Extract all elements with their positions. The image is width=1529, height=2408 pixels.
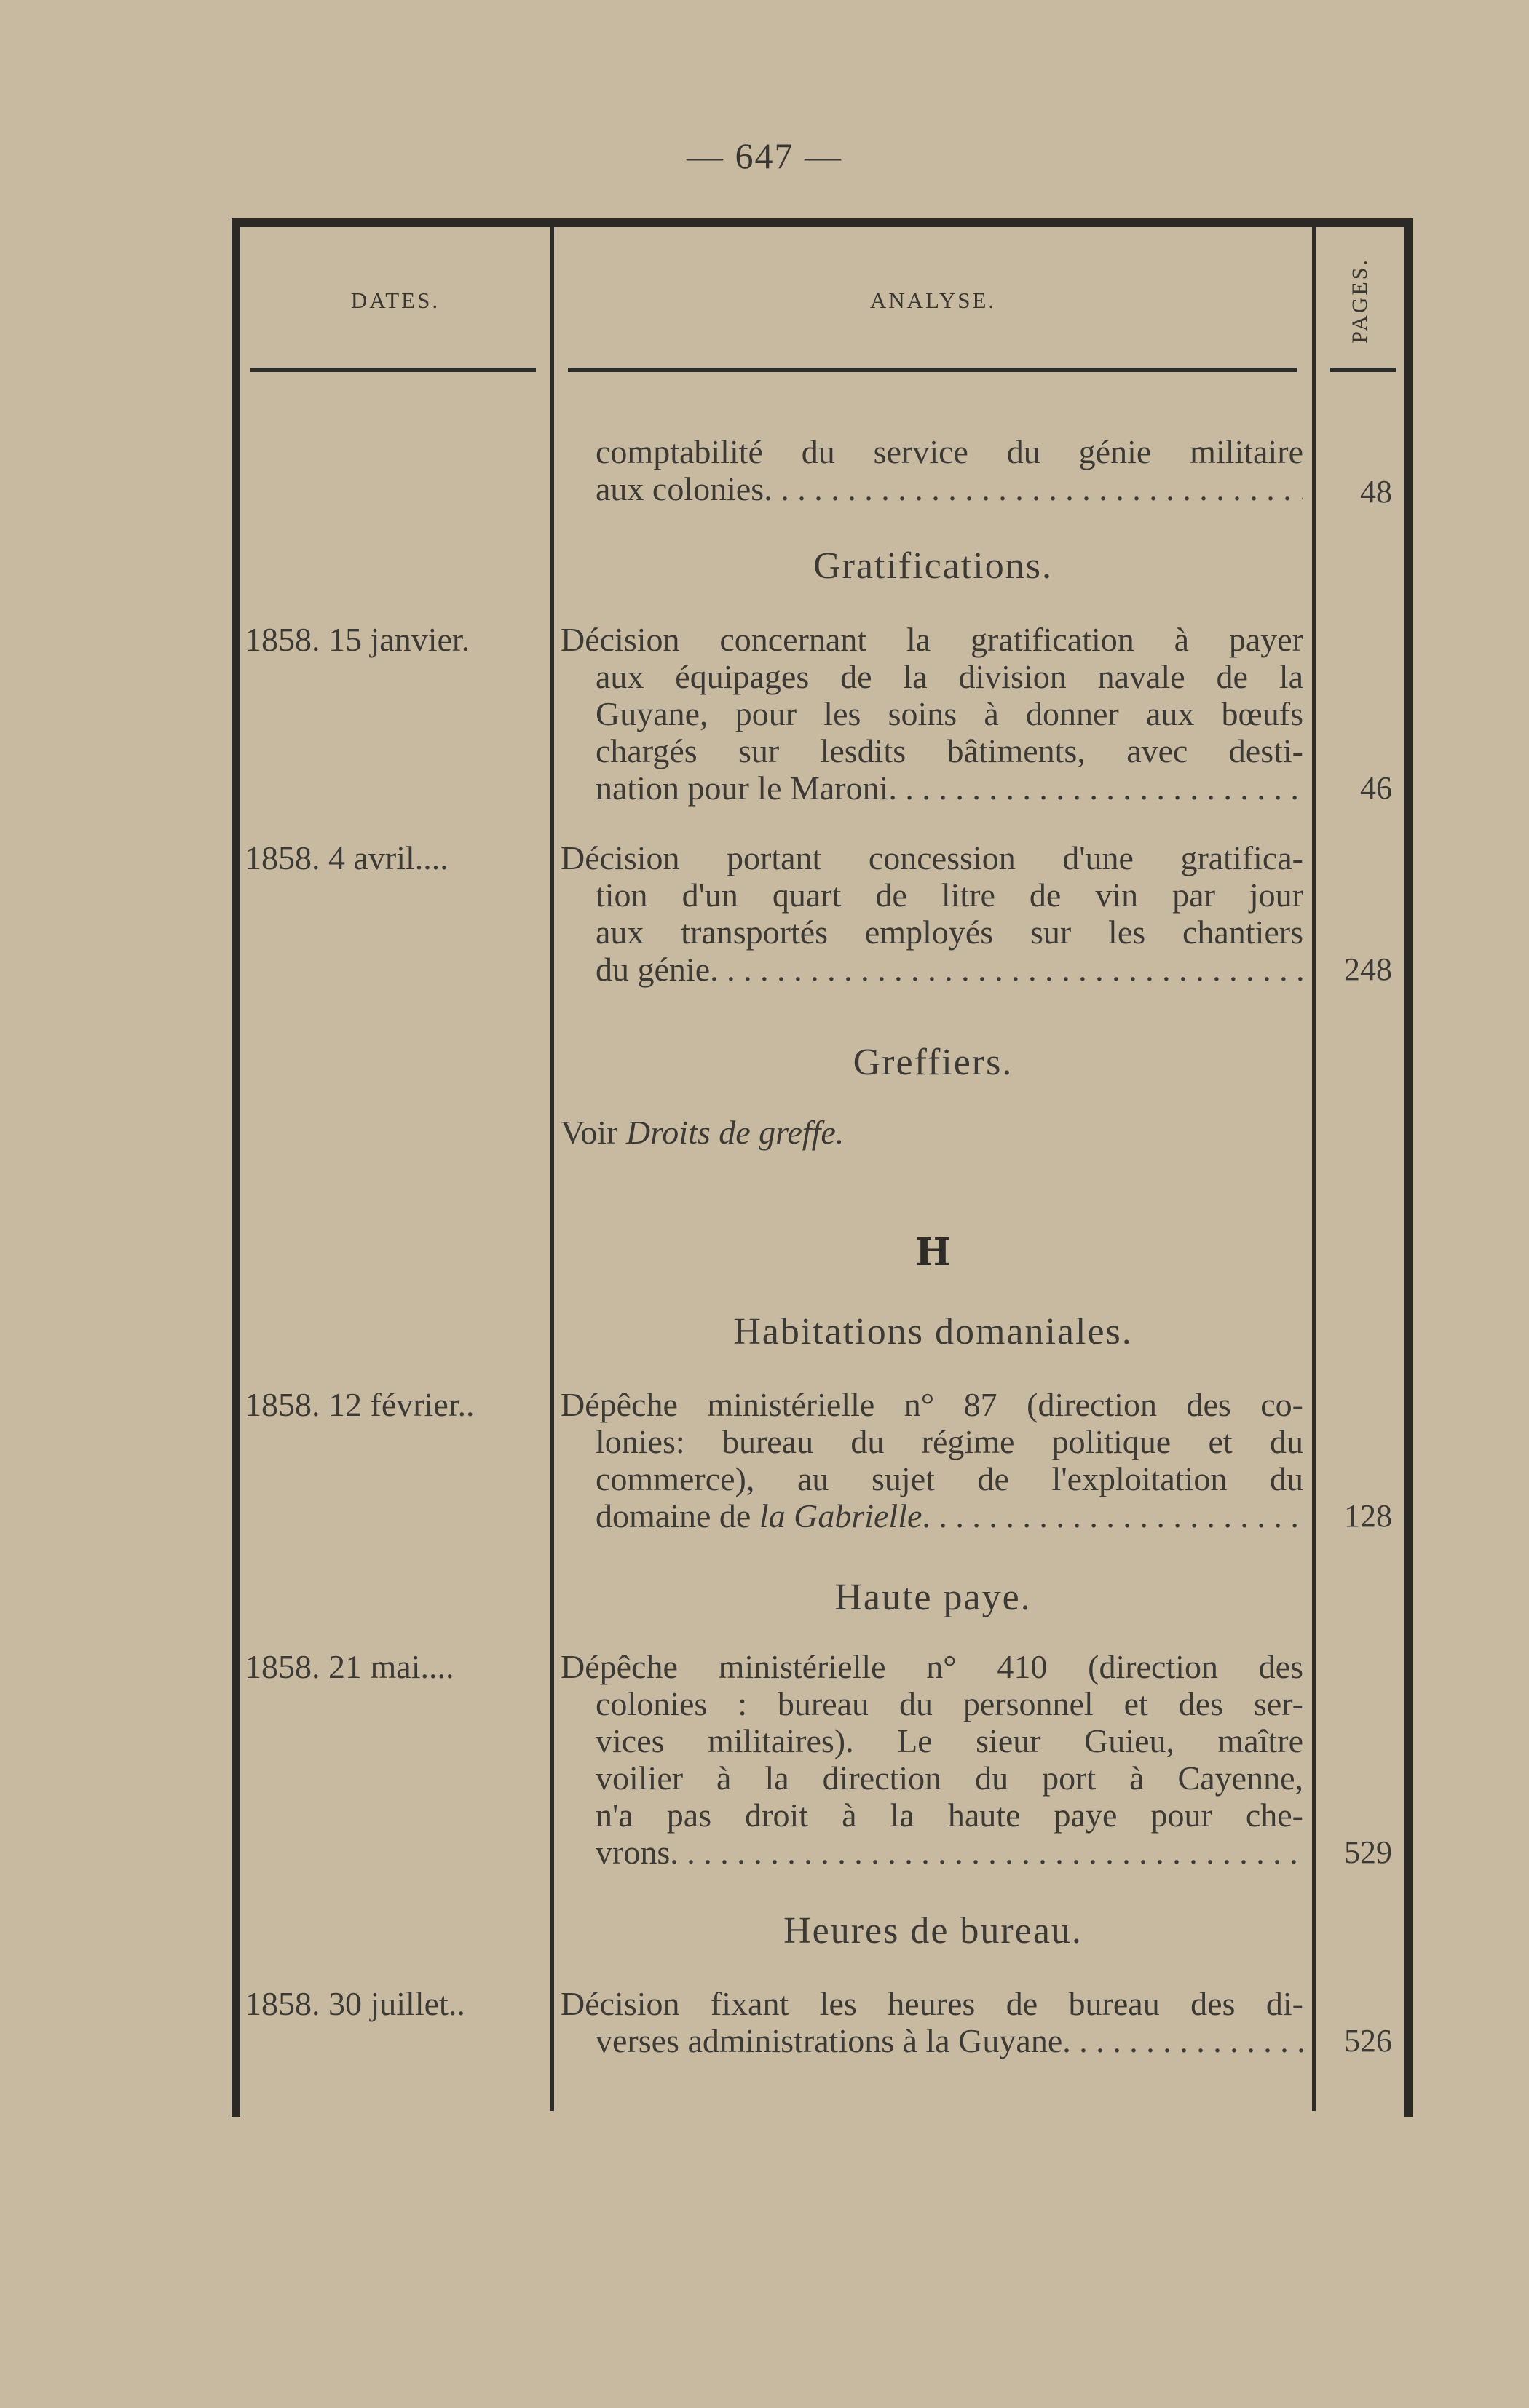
entry-line: chargés sur lesdits bâtiments, avec desti- bbox=[596, 732, 1303, 769]
see-also: Voir Droits de greffe. bbox=[561, 1114, 845, 1151]
entry-line: colonies : bureau du personnel et des ser- bbox=[596, 1685, 1303, 1722]
entry-line: vices militaires). Le sieur Guieu, maître bbox=[596, 1722, 1303, 1759]
dot-leader bbox=[1062, 2022, 1303, 2059]
dot-leader bbox=[670, 1834, 1303, 1871]
page-ref: 46 bbox=[1360, 770, 1392, 806]
entry-line: comptabilité du service du génie militaire bbox=[596, 433, 1303, 470]
entry-line-last: nation pour le Maroni . . . bbox=[561, 769, 1303, 807]
entry-line-last: verses administrations à la Guyane . . . bbox=[561, 2022, 1303, 2059]
entry-line-last: aux colonies . . . bbox=[561, 470, 1303, 507]
table-frame-left bbox=[232, 218, 240, 2117]
dot-leader bbox=[888, 769, 1303, 807]
entry-line: n'a pas droit à la haute paye pour che- bbox=[596, 1797, 1303, 1834]
letter-heading: H bbox=[914, 1230, 952, 1275]
entry-line: commerce), au sujet de l'exploitation du bbox=[596, 1460, 1303, 1497]
page-ref: 529 bbox=[1344, 1834, 1392, 1870]
entry-line-last: domaine de la Gabrielle . . . bbox=[561, 1497, 1303, 1534]
entry-line: Décision portant concession d'une gratifica- bbox=[561, 839, 1303, 876]
table-frame-top bbox=[232, 218, 1413, 227]
section-heading: Greffiers. bbox=[853, 1042, 1014, 1083]
entry-line: aux transportés employés sur les chantiers bbox=[596, 914, 1303, 951]
entry-analysis bbox=[561, 1386, 1303, 1534]
column-divider-dates bbox=[550, 227, 554, 2111]
entry-line: voilier à la direction du port à Cayenne, bbox=[596, 1759, 1303, 1797]
section-heading: Heures de bureau. bbox=[783, 1910, 1083, 1952]
section-heading: Haute paye. bbox=[834, 1577, 1032, 1618]
entry-line-last: vrons . . . bbox=[561, 1834, 1303, 1871]
entry-line: lonies: bureau du régime politique et du bbox=[596, 1423, 1303, 1460]
column-divider-pages bbox=[1312, 227, 1316, 2111]
entry-date: 1858. 12 février.. bbox=[245, 1386, 475, 1423]
entry-analysis bbox=[561, 621, 1303, 807]
entry-date: 1858. 4 avril.... bbox=[245, 839, 449, 876]
entry-analysis bbox=[561, 839, 1303, 988]
entry-date: 1858. 21 mai.... bbox=[245, 1648, 454, 1685]
entry-line: Guyane, pour les soins à donner aux bœufs bbox=[596, 695, 1303, 732]
dot-leader bbox=[922, 1497, 1303, 1534]
dot-leader bbox=[710, 951, 1303, 988]
header-rule-analyse bbox=[568, 368, 1297, 372]
column-header-dates: DATES. bbox=[350, 288, 440, 313]
page-number: — 647 — bbox=[687, 135, 842, 176]
page-ref: 128 bbox=[1344, 1498, 1392, 1534]
table-frame-right bbox=[1404, 218, 1413, 2117]
entry-analysis bbox=[561, 1648, 1303, 1871]
column-header-analyse: ANALYSE. bbox=[869, 288, 997, 313]
entry-line: Décision concernant la gratification à payer bbox=[561, 621, 1303, 658]
entry-line: aux équipages de la division navale de la bbox=[596, 658, 1303, 695]
entry-line-last: du génie . . . bbox=[561, 951, 1303, 988]
entry-continued bbox=[561, 433, 1303, 507]
page-ref: 248 bbox=[1344, 951, 1392, 987]
entry-line: Dépêche ministérielle n° 410 (direction des bbox=[561, 1648, 1303, 1685]
page-ref: 48 bbox=[1360, 474, 1392, 510]
section-heading: Habitations domaniales. bbox=[733, 1311, 1133, 1352]
entry-line: Décision fixant les heures de bureau des di- bbox=[561, 1985, 1303, 2022]
entry-line: tion d'un quart de litre de vin par jour bbox=[596, 876, 1303, 914]
entry-date: 1858. 15 janvier. bbox=[245, 621, 470, 658]
entry-analysis bbox=[561, 1985, 1303, 2059]
header-rule-pages bbox=[1330, 368, 1396, 372]
section-heading: Gratifications. bbox=[813, 545, 1053, 587]
dot-leader bbox=[764, 470, 1303, 507]
column-header-pages: PAGES. bbox=[1347, 257, 1372, 344]
header-rule-dates bbox=[250, 368, 536, 372]
page-ref: 526 bbox=[1344, 2023, 1392, 2059]
entry-date: 1858. 30 juillet.. bbox=[245, 1985, 465, 2022]
entry-line: Dépêche ministérielle n° 87 (direction des co- bbox=[561, 1386, 1303, 1423]
